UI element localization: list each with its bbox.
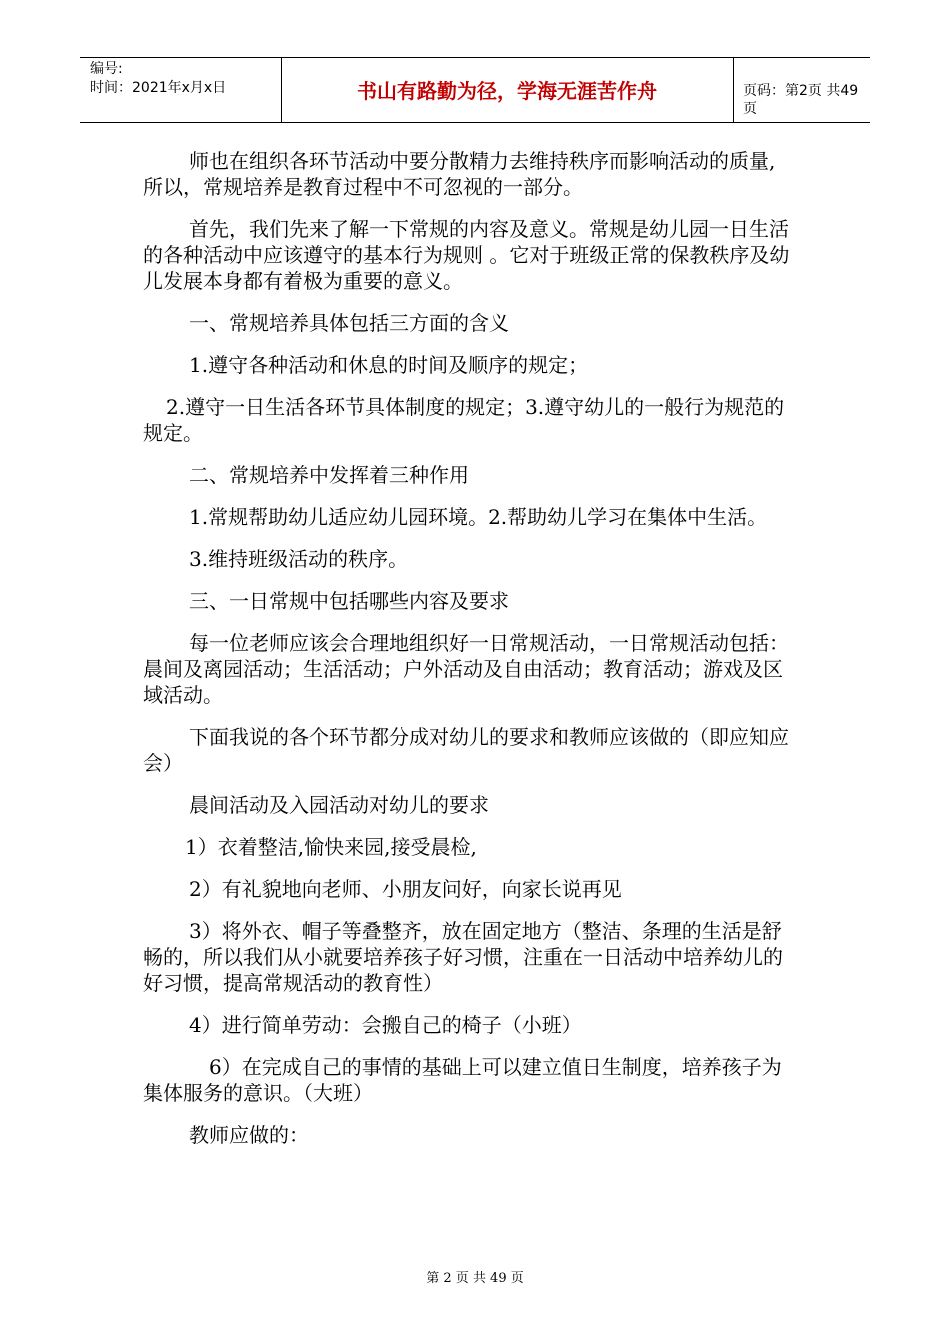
list-item: 2）有礼貌地向老师、小朋友问好，向家长说再见 bbox=[189, 877, 622, 901]
subsection-heading: 晨间活动及入园活动对幼儿的要求 bbox=[189, 793, 489, 817]
section-heading: 三、一日常规中包括哪些内容及要求 bbox=[189, 589, 509, 613]
body-paragraph: 首先，我们先来了解一下常规的内容及意义。常规是幼儿园一日生活的各种活动中应该遵守的基本行为规则 。它对于班级正常的保教秩序及幼儿发展本身都有着极为重要的意义。 bbox=[143, 217, 790, 293]
header-motto: 书山有路勤为径，学海无涯苦作舟 bbox=[357, 79, 657, 103]
subsection-heading: 教师应做的： bbox=[189, 1123, 309, 1147]
section-heading: 二、常规培养中发挥着三种作用 bbox=[189, 463, 469, 487]
document-number-label: 编号: bbox=[90, 61, 123, 77]
list-item: 1.遵守各种活动和休息的时间及顺序的规定； bbox=[189, 353, 589, 377]
list-item: 3）将外衣、帽子等叠整齐，放在固定地方（整洁、条理的生活是舒畅的，所以我们从小就要培养孩子好习惯，注重在一日活动中培养幼儿的好习惯，提高常规活动的教育性） bbox=[143, 919, 783, 995]
header-motto-cell bbox=[281, 58, 734, 122]
body-paragraph: 下面我说的各个环节都分成对幼儿的要求和教师应该做的（即应知应会） bbox=[143, 725, 789, 775]
list-item: 3.维持班级活动的秩序。 bbox=[189, 547, 409, 571]
document-date: 时间：2021年x月x日 bbox=[90, 80, 227, 96]
page-footer: 第 2 页 共 49 页 bbox=[426, 1271, 524, 1286]
body-paragraph: 师也在组织各环节活动中要分散精力去维持秩序而影响活动的质量,所以，常规培养是教育过程中不可忽视的一部分。 bbox=[143, 149, 776, 199]
document-body bbox=[143, 148, 793, 1164]
list-item: 2.遵守一日生活各环节具体制度的规定；3.遵守幼儿的一般行为规范的规定。 bbox=[143, 395, 785, 445]
page-header bbox=[80, 57, 870, 123]
list-item: 6）在完成自己的事情的基础上可以建立值日生制度，培养孩子为集体服务的意识。（大班） bbox=[143, 1055, 782, 1105]
list-item: 1.常规帮助幼儿适应幼儿园环境。2.帮助幼儿学习在集体中生活。 bbox=[189, 505, 768, 529]
header-page-cell bbox=[733, 58, 870, 122]
header-page-info: 页码：第2页 共49页 bbox=[743, 83, 859, 117]
list-item: 1）衣着整洁,愉快来园,接受晨检, bbox=[185, 835, 477, 859]
header-meta-cell bbox=[80, 58, 282, 122]
section-heading: 一、常规培养具体包括三方面的含义 bbox=[189, 311, 509, 335]
list-item: 4）进行简单劳动：会搬自己的椅子（小班） bbox=[189, 1013, 582, 1037]
body-paragraph: 每一位老师应该会合理地组织好一日常规活动，一日常规活动包括：晨间及离园活动；生活活动；户外活动及自由活动；教育活动；游戏及区域活动。 bbox=[143, 631, 789, 707]
